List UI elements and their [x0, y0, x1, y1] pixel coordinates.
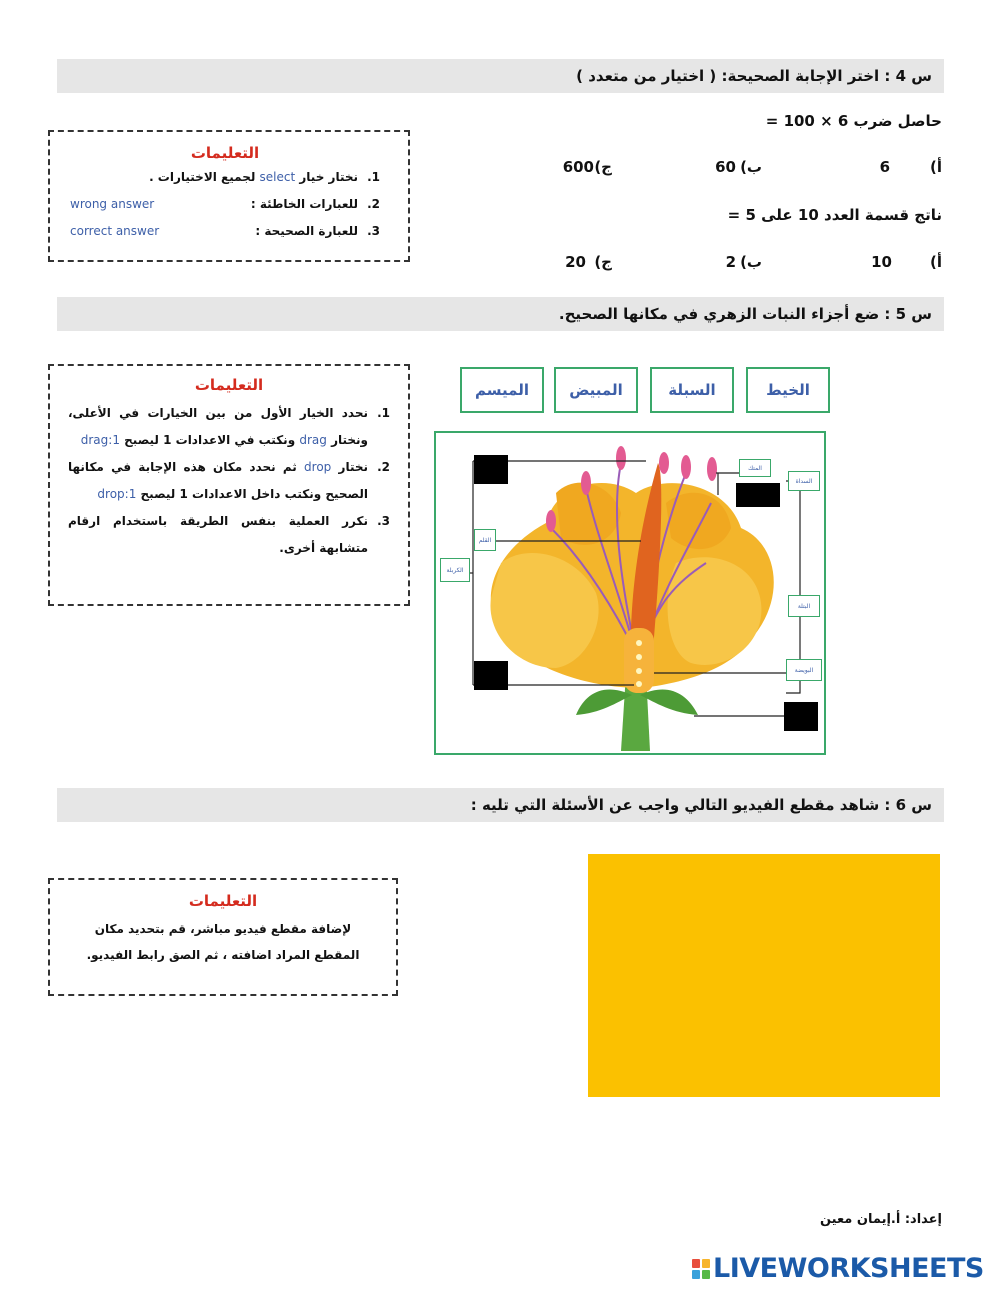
question-4-title: س 4 : اختر الإجابة الصحيحة: ( اختيار من متعدد )	[576, 67, 932, 85]
instructions-title: التعليمات	[188, 892, 258, 910]
liveworksheets-logo	[692, 1253, 984, 1284]
q4-instructions-box	[48, 130, 410, 262]
drop-target-1[interactable]	[474, 455, 508, 484]
q4-problem-1-text: حاصل ضرب 6 × 100 =	[765, 112, 942, 130]
drag-option-sepal[interactable]: السبلة	[650, 367, 734, 413]
option-a-label: أ)	[930, 158, 942, 176]
label-style: القلم	[474, 529, 496, 551]
q5-instructions-box	[48, 364, 410, 606]
author-credit: إعداد: أ.إيمان معين	[819, 1212, 942, 1227]
option-c-label: ج)	[594, 253, 612, 271]
instruction-item: 2. نختار drop ثم نحدد مكان هذه الإجابة في مكانها الصحيح ونكتب داخل الاعدادات 1 ليصبح drop:1	[68, 460, 390, 501]
drag-option-stigma[interactable]: الميسم	[460, 367, 544, 413]
option-b-value: 60	[715, 158, 736, 176]
option-c-value: 20	[565, 253, 586, 271]
option-b-label: ب)	[740, 253, 762, 271]
drop-target-3[interactable]	[736, 483, 780, 507]
instruction-item: 3. للعبارة الصحيحة : correct answer	[70, 224, 380, 238]
option-b-value: 2	[725, 253, 736, 271]
option-a-value: 6	[879, 158, 890, 176]
question-5-title: س 5 : ضع أجزاء النبات الزهري في مكانها الصحيح.	[558, 305, 932, 323]
drag-option-filament[interactable]: الخيط	[746, 367, 830, 413]
q6-instructions-box	[48, 878, 398, 996]
instruction-item: 1. نحدد الخيار الأول من بين الخيارات في الأعلى، ونختار drag ونكتب في الاعدادات 1 ليصبح drag:1	[68, 406, 390, 447]
option-a-value: 10	[871, 253, 892, 271]
option-c-value: 600	[562, 158, 594, 176]
drop-target-4[interactable]	[784, 702, 818, 731]
instruction-item: 2. للعبارات الخاطئة : wrong answer	[70, 197, 380, 211]
label-ovule: البويضة	[786, 659, 822, 681]
drop-target-2[interactable]	[474, 661, 508, 690]
drag-option-ovary[interactable]: المبيض	[554, 367, 638, 413]
instruction-item: 3. نكرر العملية بنفس الطريقة باستخدام ارقام متشابهة أخرى.	[68, 514, 390, 555]
instructions-title: التعليمات	[194, 376, 264, 394]
label-petal: البتلة	[788, 595, 820, 617]
logo-text: LIVEWORKSHEETS	[713, 1253, 984, 1284]
question-5-header	[57, 297, 944, 331]
question-4-header	[57, 59, 944, 93]
instructions-text: لإضافة مقطع فيديو مباشر، قم بتحديد مكان المقطع المراد اضافته ، ثم الصق رابط الفيديو.	[86, 922, 360, 962]
label-stamen: السداة	[788, 471, 820, 491]
video-placeholder[interactable]	[588, 854, 940, 1097]
logo-icon	[692, 1259, 710, 1279]
label-carpel: الكربلة	[440, 558, 470, 582]
flower-diagram	[434, 431, 826, 755]
question-6-header	[57, 788, 944, 822]
option-c-label: ج)	[594, 158, 612, 176]
q4-problem-2-text: ناتج قسمة العدد 10 على 5 =	[727, 206, 942, 224]
q4-problem-2-options	[562, 253, 942, 277]
instruction-item: 1. نختار خيار select لجميع الاختيارات .	[149, 170, 380, 184]
question-6-title: س 6 : شاهد مقطع الفيديو التالي واجب عن الأسئلة التي تليه :	[470, 796, 932, 814]
instructions-title: التعليمات	[190, 144, 260, 162]
label-anther: المتك	[739, 459, 771, 477]
option-b-label: ب)	[740, 158, 762, 176]
q4-problem-1-options	[562, 158, 942, 182]
option-a-label: أ)	[930, 253, 942, 271]
